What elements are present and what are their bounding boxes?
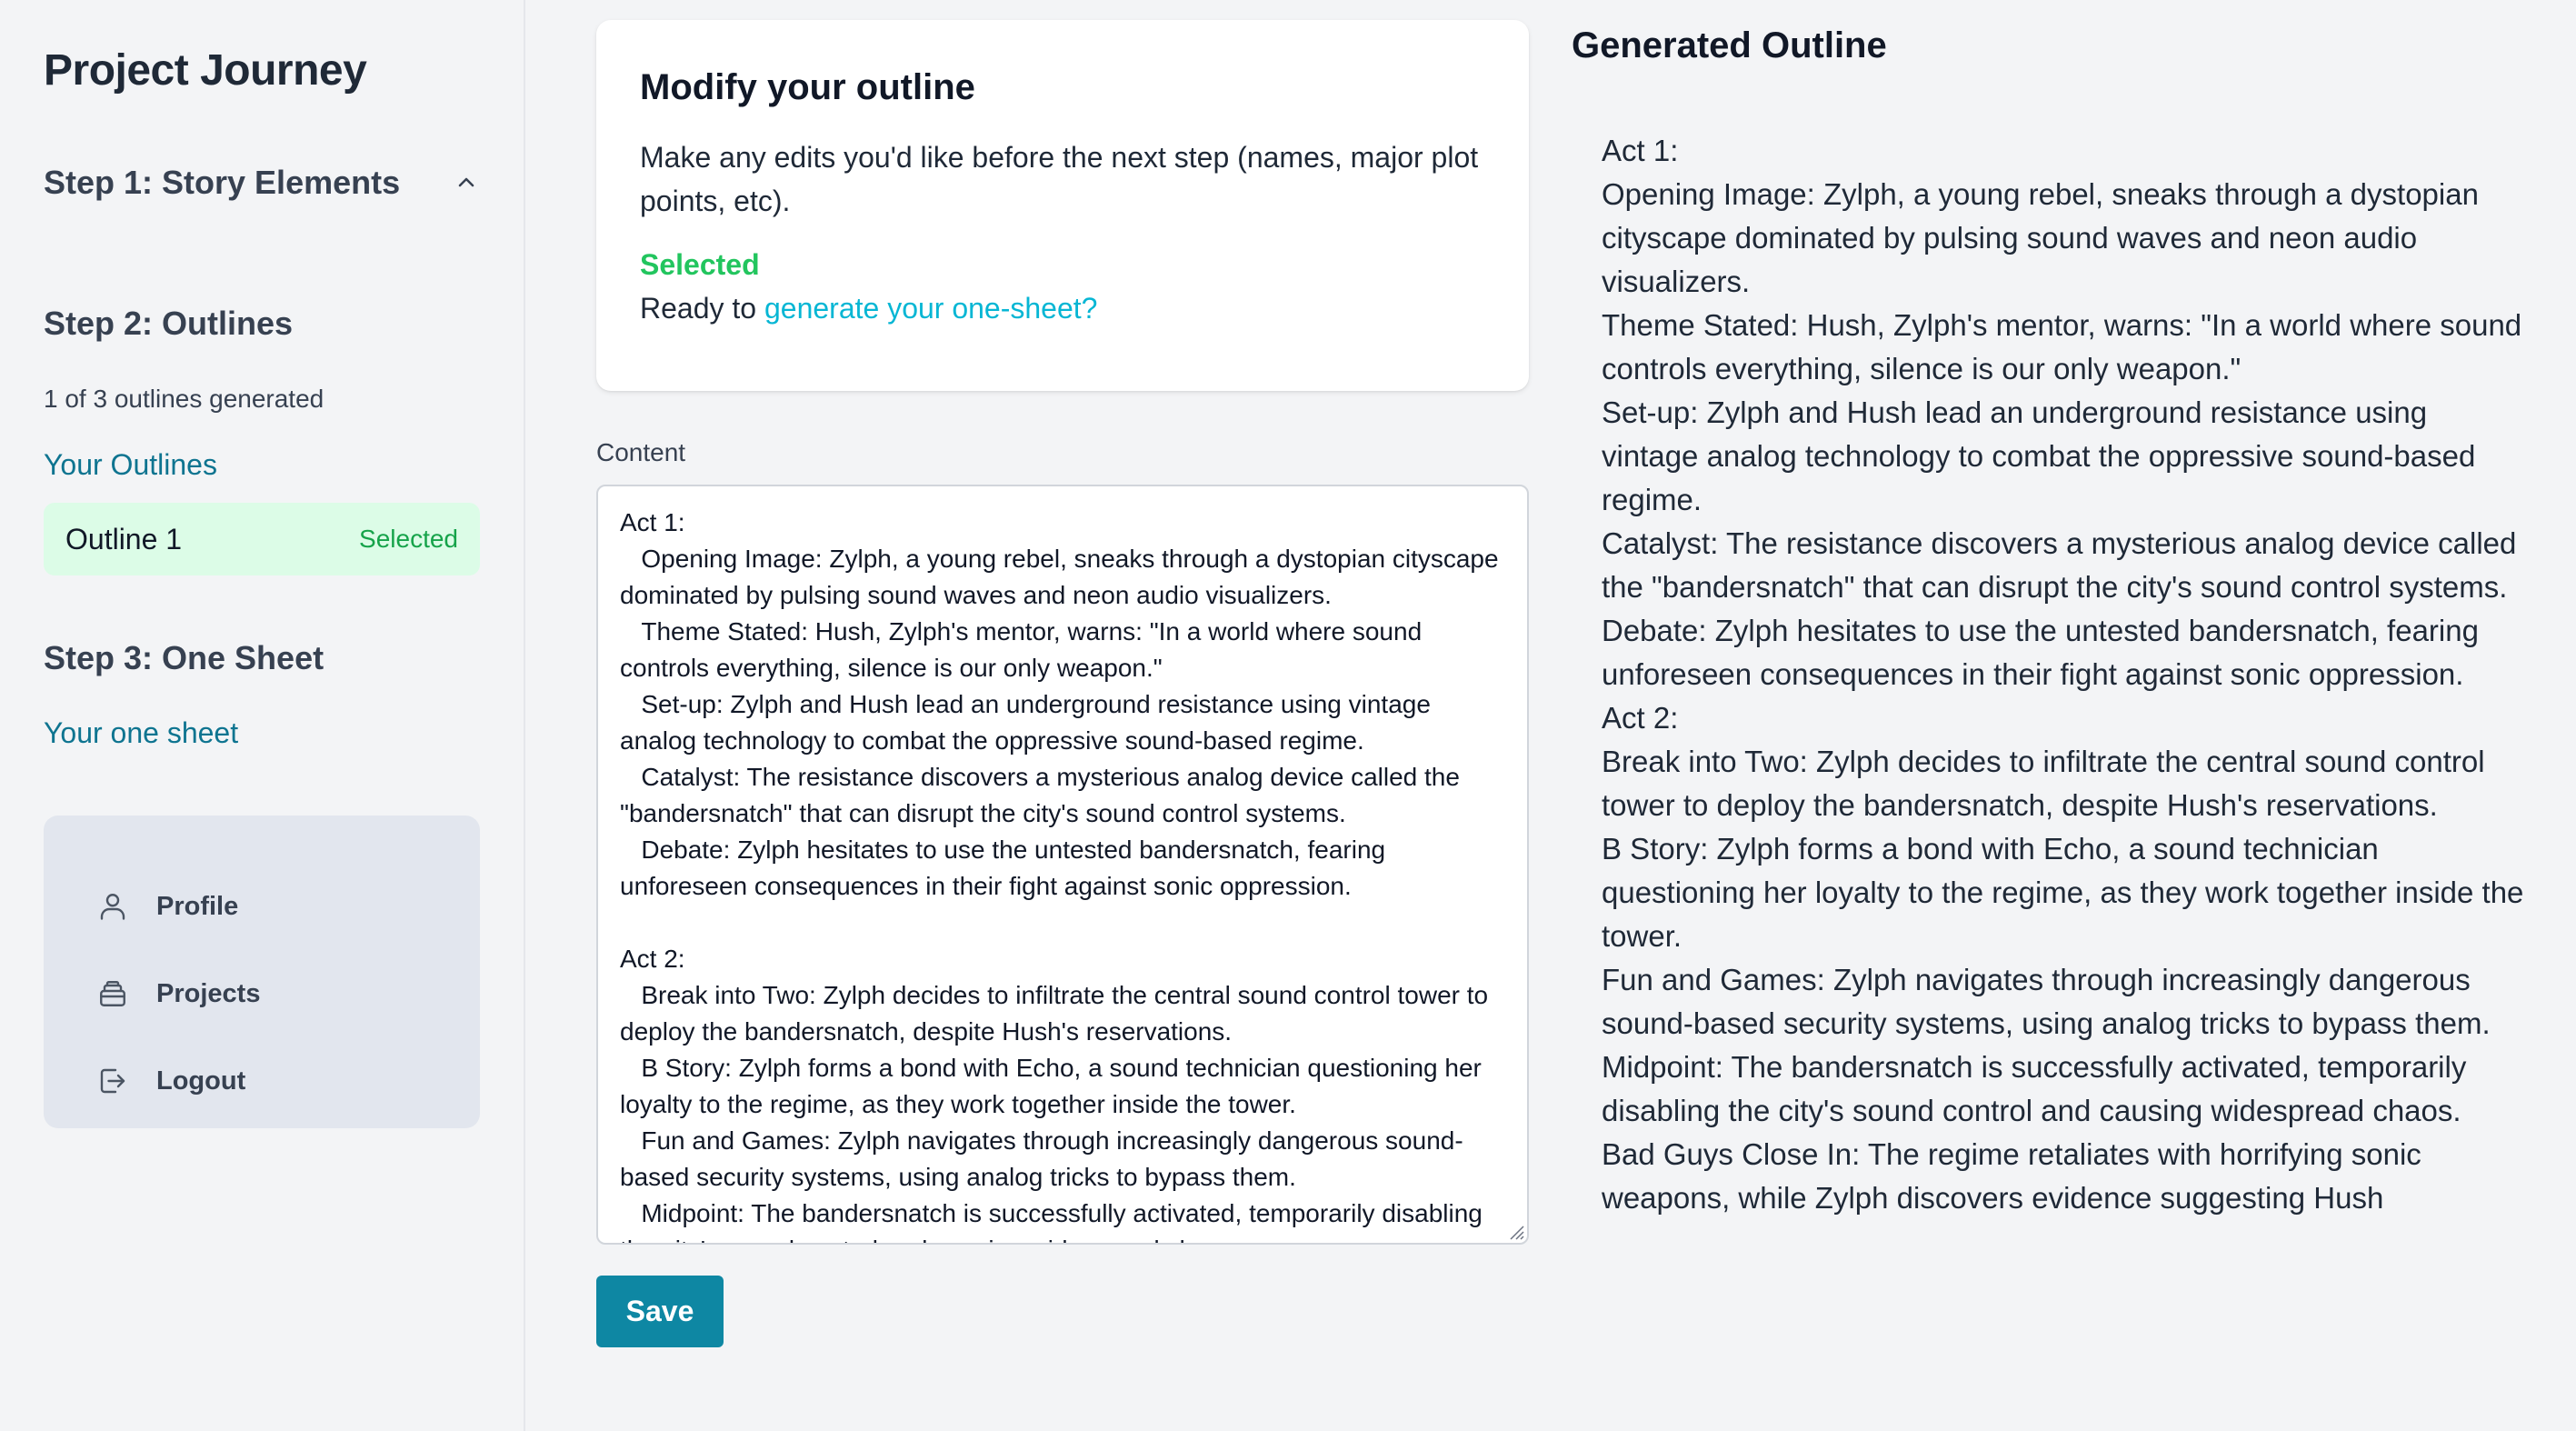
generated-outline-title: Generated Outline: [1572, 25, 1887, 65]
outline-item-1[interactable]: [44, 503, 480, 575]
your-onesheet-link[interactable]: Your one sheet: [44, 716, 239, 749]
app-title: Project Journey: [44, 46, 367, 95]
menu-item-label: Logout: [156, 1066, 246, 1096]
outline-line: Catalyst: The resistance discovers a mysterious analog device called the "bandersnatch" that can disrupt the city's sound control systems.: [1602, 526, 2517, 604]
outline-line: Bad Guys Close In: The regime retaliates with horrifying sonic weapons, while Zylph discovers evidence suggesting Hush: [1602, 1137, 2421, 1215]
selected-label: Selected: [640, 248, 760, 281]
modify-description: Make any edits you'd like before the next step (names, major plot points, etc).: [640, 141, 1479, 217]
content-label: Content: [596, 438, 686, 466]
outline-line: Set-up: Zylph and Hush lead an underground resistance using vintage analog technology to combat the oppressive sound-based regime.: [1602, 395, 2476, 516]
ready-text: [640, 286, 1485, 330]
resize-handle-icon[interactable]: [1503, 1219, 1525, 1241]
user-icon: [96, 890, 129, 923]
content-textarea-wrapper: [596, 485, 1529, 1245]
step3-title: Step 3: One Sheet: [44, 639, 324, 676]
archive-icon: [96, 977, 129, 1010]
outline-line: Break into Two: Zylph decides to infiltrate the central sound control tower to deploy the bandersnatch, despite Hush's reservations.: [1602, 745, 2485, 822]
step2-title: Step 2: Outlines: [44, 305, 294, 342]
your-outlines-link[interactable]: Your Outlines: [44, 448, 217, 481]
outline-line: Act 2:: [1602, 701, 1679, 735]
outline-line: Midpoint: The bandersnatch is successfully activated, temporarily disabling the city's sound control and causing widespread chaos.: [1602, 1050, 2467, 1127]
step1-title: Step 1: Story Elements: [44, 164, 401, 201]
generate-onesheet-link[interactable]: generate your one-sheet?: [764, 292, 1098, 325]
content-textarea[interactable]: [598, 486, 1527, 1243]
ready-prefix: Ready to: [640, 292, 764, 325]
menu-item-label: Profile: [156, 891, 239, 921]
logout-icon: [96, 1065, 129, 1097]
save-button[interactable]: Save: [596, 1276, 724, 1347]
outline-item-name: Outline 1: [65, 522, 183, 555]
modify-outline-card: [596, 20, 1529, 391]
menu-item-logout[interactable]: [44, 1037, 480, 1125]
outline-line: Theme Stated: Hush, Zylph's mentor, warns: "In a world where sound controls everything, silence is our only weapon.": [1602, 308, 2522, 385]
outline-line: B Story: Zylph forms a bond with Echo, a sound technician questioning her loyalty to the regime, as they work together inside the tower.: [1602, 832, 2524, 953]
modify-title: Modify your outline: [640, 67, 975, 107]
outline-line: Opening Image: Zylph, a young rebel, sneaks through a dystopian cityscape dominated by pulsing sound waves and neon audio visualizers.: [1602, 177, 2479, 298]
outline-line: Fun and Games: Zylph navigates through increasingly dangerous sound-based security systems, using analog tricks to bypass them.: [1602, 963, 2491, 1040]
chevron-up-icon[interactable]: [453, 169, 480, 196]
menu-item-projects[interactable]: [44, 950, 480, 1037]
menu-item-label: Projects: [156, 978, 261, 1008]
user-menu: [44, 816, 480, 1128]
generated-outline-body: [1602, 129, 2529, 1431]
outlines-count: 1 of 3 outlines generated: [44, 385, 324, 413]
menu-item-profile[interactable]: [44, 863, 480, 950]
sidebar: [0, 0, 525, 1431]
outline-line: Act 1:: [1602, 134, 1679, 167]
step1-header[interactable]: [44, 164, 480, 202]
outline-selected-badge: Selected: [359, 525, 458, 553]
outline-line: Debate: Zylph hesitates to use the untested bandersnatch, fearing unforeseen consequences in their fight against sonic oppression.: [1602, 614, 2479, 691]
